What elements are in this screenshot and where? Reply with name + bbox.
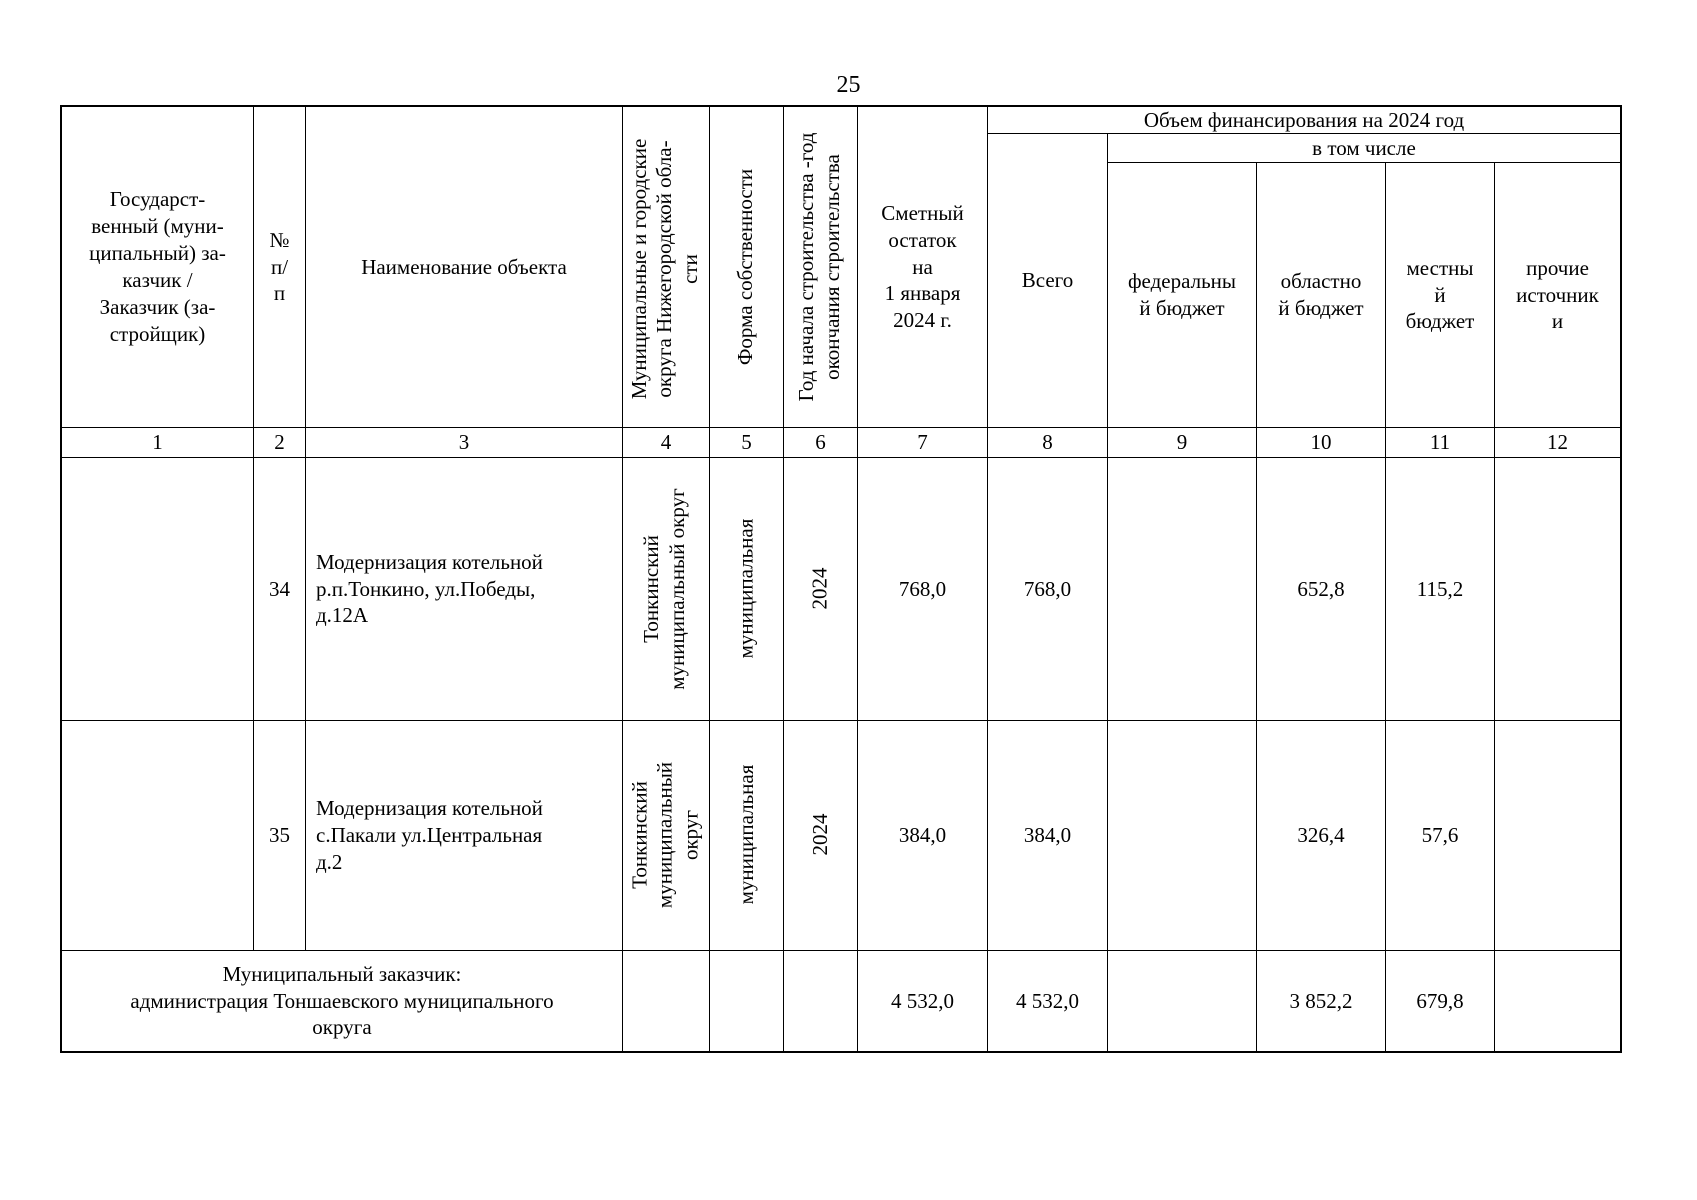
summary-estimate: 4 532,0	[891, 988, 954, 1013]
federal-value	[1108, 458, 1256, 720]
header-other: прочие источник и	[1516, 255, 1599, 334]
colnum-7: 7	[917, 430, 928, 455]
header-federal: федеральны й бюджет	[1127, 269, 1237, 320]
summary-total: 4 532,0	[1016, 988, 1079, 1013]
header-district: Муниципальные и городские округа Нижегородской обла- сти	[626, 138, 702, 400]
colnum-5: 5	[741, 430, 752, 455]
header-object-name: Наименование объекта	[361, 254, 567, 279]
header-including: в том числе	[1312, 135, 1416, 160]
summary-federal	[1108, 951, 1256, 1051]
header-financing-group: Объем финансирования на 2024 год	[1143, 107, 1465, 132]
other-value	[1495, 458, 1620, 720]
header-number: № п/ п	[269, 227, 290, 306]
colnum-10: 10	[1310, 430, 1332, 455]
header-local: местны й бюджет	[1405, 255, 1475, 334]
colnum-3: 3	[458, 430, 470, 455]
estimate-value: 384,0	[898, 823, 947, 848]
local-value: 57,6	[1421, 823, 1459, 848]
ownership: муниципальная	[733, 518, 758, 659]
summary-regional: 3 852,2	[1289, 988, 1353, 1013]
colnum-12: 12	[1547, 430, 1568, 455]
summary-label: Муниципальный заказчик: администрация Тоншаевского муниципального округа	[130, 961, 554, 1040]
page-number: 25	[836, 72, 861, 98]
ownership: муниципальная	[733, 764, 758, 905]
total-value: 768,0	[1023, 576, 1072, 601]
colnum-2: 2	[274, 430, 285, 455]
colnum-8: 8	[1042, 430, 1053, 455]
header-estimate: Сметный остаток на 1 января 2024 г.	[881, 200, 964, 333]
row-number: 35	[269, 823, 290, 848]
year: 2024	[807, 813, 832, 856]
object-name: Модернизация котельной р.п.Тонкино, ул.Победы, д.12А	[316, 549, 543, 628]
header-total: Всего	[1021, 268, 1074, 293]
local-value: 115,2	[1416, 576, 1464, 601]
summary-other	[1495, 951, 1620, 1051]
federal-value	[1108, 721, 1256, 950]
colnum-1: 1	[152, 430, 163, 455]
header-customer: Государст- венный (муни- ципальный) за- казчик / Заказчик (за- стройщик)	[89, 187, 226, 346]
table-border-bottom	[60, 1051, 1622, 1053]
regional-value: 326,4	[1297, 823, 1345, 848]
year: 2024	[807, 567, 832, 610]
header-years: Год начала строительства -год окончания строительства	[794, 132, 844, 402]
district: Тонкинский муниципальный округ	[639, 488, 689, 690]
summary-local: 679,8	[1416, 988, 1464, 1013]
header-regional: областно й бюджет	[1278, 269, 1364, 320]
row-number: 34	[269, 576, 290, 601]
object-name: Модернизация котельной с.Пакали ул.Центральная д.2	[316, 796, 543, 874]
total-value: 384,0	[1023, 823, 1072, 848]
colnum-4: 4	[660, 430, 672, 455]
colnum-11: 11	[1429, 430, 1451, 455]
estimate-value: 768,0	[898, 576, 947, 601]
header-ownership: Форма собственности	[733, 168, 758, 366]
colnum-9: 9	[1176, 430, 1188, 455]
table-border-right	[1620, 105, 1622, 1053]
colnum-6: 6	[815, 430, 826, 455]
district: Тонкинский муниципальный округ	[627, 761, 703, 909]
other-value	[1495, 721, 1620, 950]
regional-value: 652,8	[1297, 576, 1345, 601]
